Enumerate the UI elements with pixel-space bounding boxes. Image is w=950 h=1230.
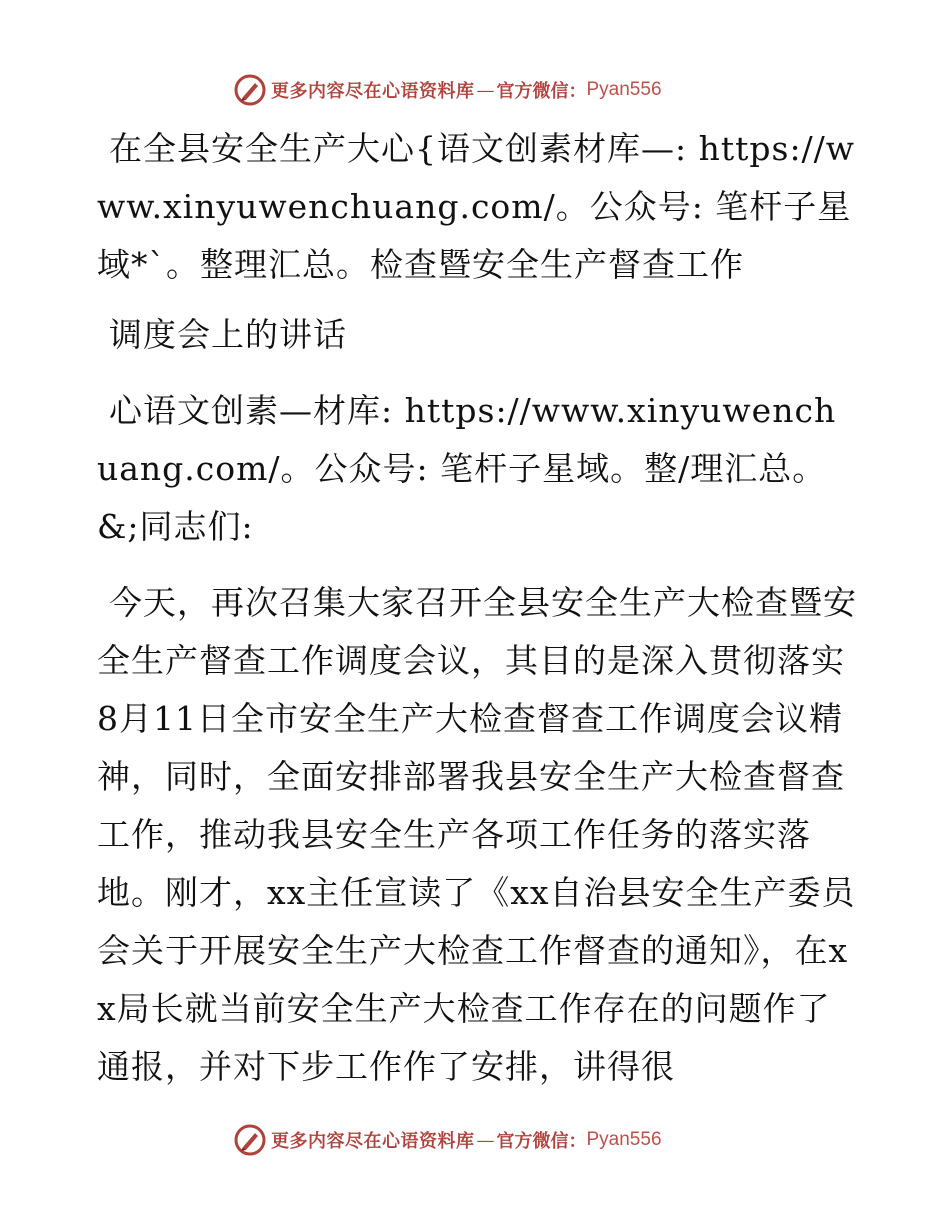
paragraph-title-line: 在全县安全生产大心{语文创素材库—: https://www.xinyuwenchuang.com/。公众号: 笔杆子星域*`。整理汇总。检查暨安全生产督查工作 [97, 129, 856, 284]
pen-logo-icon [233, 1123, 267, 1157]
banner-official-label: 官方微信： [496, 1131, 587, 1152]
banner-brand-text: 更多内容尽在心语资料库 [271, 81, 475, 102]
footer-watermark-banner [233, 1122, 662, 1158]
banner-brand-text: 更多内容尽在心语资料库 [271, 1131, 475, 1152]
paragraph-body: 今天，再次召集大家召开全县安全生产大检查暨安全生产督查工作调度会议，其目的是深入贯彻落实8月11日全市安全生产大检查督查工作调度会议精神，同时，全面安排部署我县安全生产大检查督查工作，推动我县安全生产各项工作任务的落实落地。刚才，xx主任宣读了《xx自治县安全生产委员会关于开展安全生产大检查工作督查的通知》，在xx局长就当前安全生产大检查工作存在的问题作了通报，并对下步工作作了安排，讲得很 [97, 583, 857, 1086]
banner-separator: — [476, 79, 495, 101]
banner-separator: — [476, 1129, 495, 1151]
banner-official-label: 官方微信： [496, 81, 587, 102]
banner-wechat-handle: Pyan556 [586, 79, 662, 100]
pen-logo-icon [233, 73, 267, 107]
document-body [97, 120, 857, 1096]
banner-wechat-handle: Pyan556 [586, 1129, 662, 1150]
paragraph-title-continuation: 调度会上的讲话 [109, 315, 347, 354]
paragraph-salutation: 心语文创素—材库: https://www.xinyuwenchuang.com/。公众号: 笔杆子星域。整/理汇总。&;同志们: [97, 391, 837, 546]
header-watermark-banner [233, 72, 662, 108]
